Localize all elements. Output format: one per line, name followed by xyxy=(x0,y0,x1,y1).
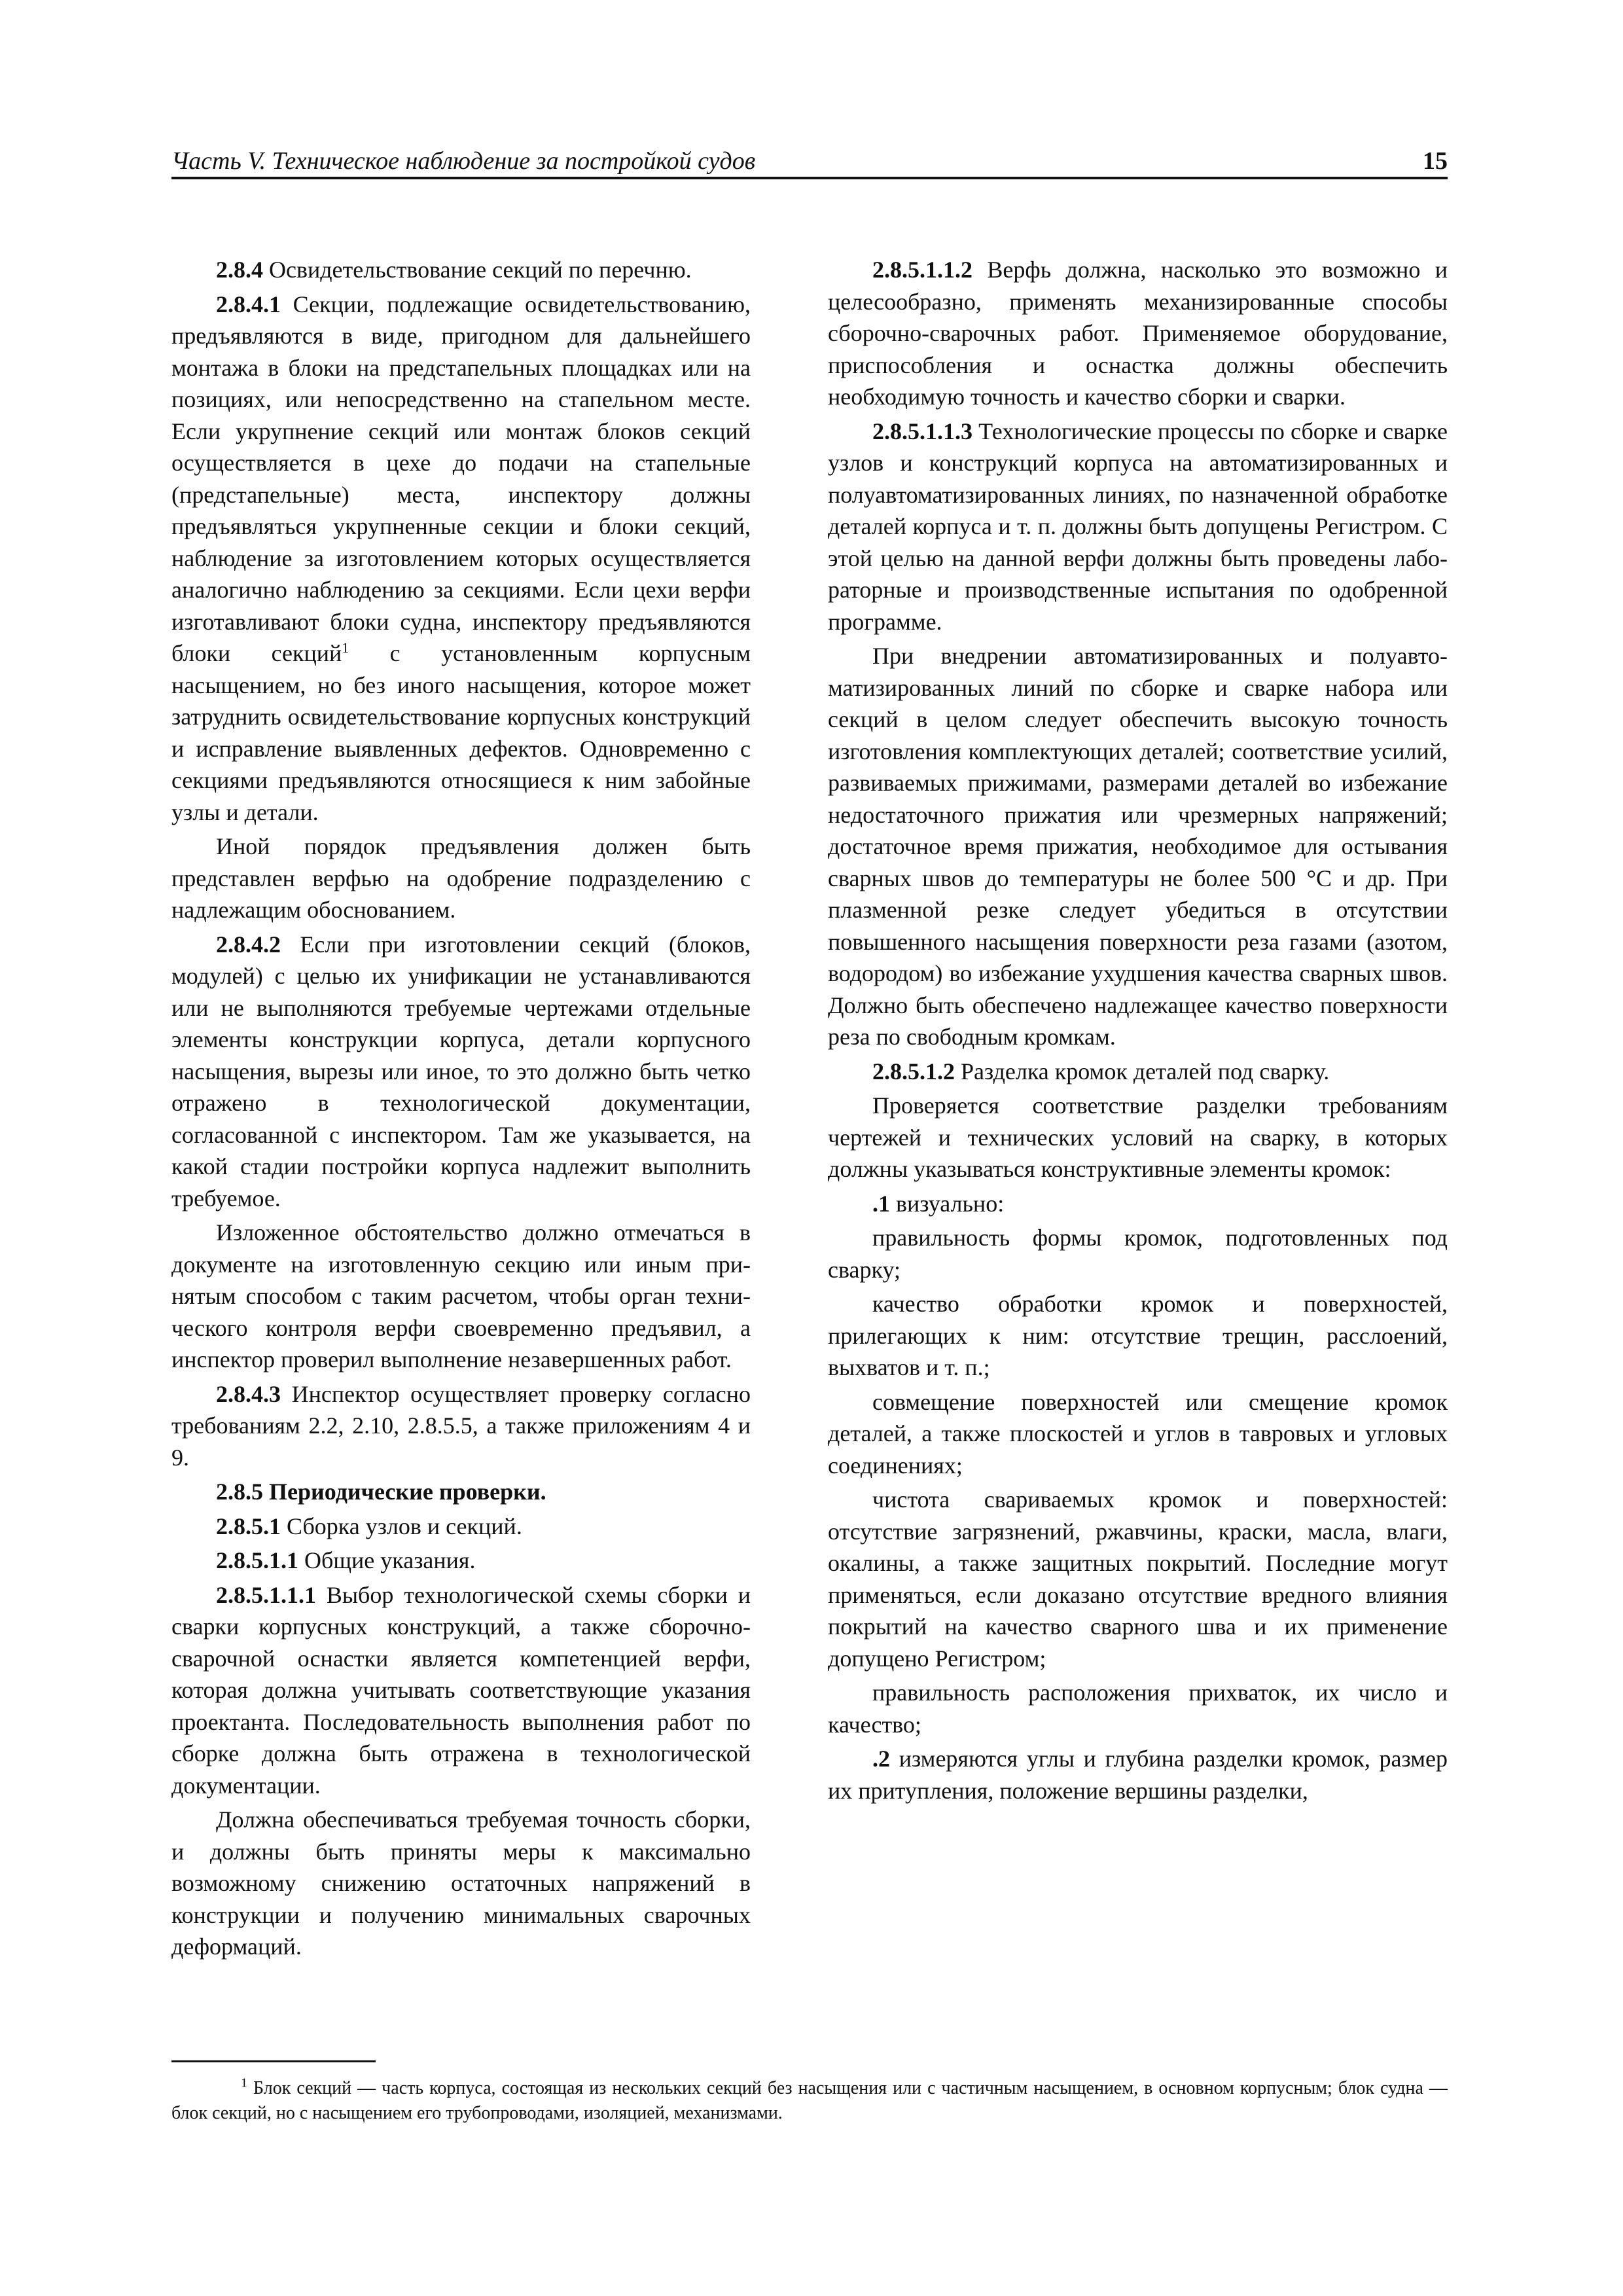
clause-number: 2.8.4.2 xyxy=(216,931,281,958)
paragraph-text: Если при изготовлении секций (блоков, модулей) с целью их унификации не устанавливаются или не выполняются требуемые чертежами отдельные элементы конструкции корпуса, детали корпусного насыщения, вырезы или иное, то это должно быть четко отражено в технологической документации, согласованной с инспектором. Там же указывается, на какой стадии постройки корпуса надлежит выполнить требуемое. xyxy=(171,931,751,1211)
right-column xyxy=(828,254,1448,1809)
paragraph-text: измеряются углы и глубина разделки кромок, размер их притупления, положение вершины разделки, xyxy=(828,1746,1448,1804)
clause-number: 2.8.5 xyxy=(216,1479,263,1505)
paragraph xyxy=(828,1288,1448,1384)
paragraph xyxy=(828,1677,1448,1740)
footnote-mark: 1 xyxy=(241,2075,247,2090)
paragraph-text: Изложенное обстоятельство должно отмечаться в документе на изготовленную секцию или иным принятым способом с таким расчетом, чтобы орган технического контроля верфи своевременно предъявил, а инспектор проверил выполнение незавершенных работ. xyxy=(171,1219,751,1372)
paragraph-text: Проверяется соответствие разделки требованиям чертежей и технических условий на сварку, в которых должны указываться конструктивные элементы кромок: xyxy=(828,1092,1448,1182)
left-column xyxy=(171,254,751,1965)
clause-number: 2.8.4.3 xyxy=(216,1380,281,1407)
clause-number: 2.8.4 xyxy=(216,257,263,283)
paragraph-text: Секции, подлежащие освидетельствованию, предъявляются в виде, пригодном для дальнейшего монтажа в блоки на предстапельных площадках или на позициях, или непосредственно на стапельном месте. Если укрупнение секций или монтаж блоков секций осуществляется в цехе до подачи на стапельные (предстапельные) места, инспектору должны предъявляться укрупненные секции и блоки секций, наблюдение за изготовлением которых осуществляется аналогично наблюдению за секциями. Если цехи верфи изготавливают блоки судна, инспектору предъявляются блоки секций xyxy=(171,291,751,666)
clause-number: .1 xyxy=(872,1190,890,1217)
paragraph-text: Технологические процессы по сборке и сварке узлов и конструкций корпуса на автоматизированных и полуавтоматизированных линиях, по назначенной обработке деталей корпуса и т. п. должны быть допущены Регистром. С этой целью на данной верфи должны быть проведены лабораторные и производственные испытания по одобренной программе. xyxy=(828,418,1448,635)
paragraph xyxy=(171,1378,751,1474)
footnote-reference: 1 xyxy=(342,639,349,656)
paragraph xyxy=(828,1188,1448,1220)
page-header xyxy=(171,143,1448,179)
paragraph xyxy=(171,289,751,829)
paragraph-text: качество обработки кромок и поверхностей, прилегающих к ним: отсутствие трещин, расслоений, выхватов и т. п.; xyxy=(828,1291,1448,1380)
paragraph-text: Выбор технологической схемы сборки и сварки корпусных конструкций, а также сборочносварочной оснастки является компетенцией верфи, которая должна учитывать соответствующие указания проектанта. Последовательность выполнения работ по сборке должна быть отражена в технологической документации. xyxy=(171,1581,751,1799)
clause-number: 2.8.5.1.2 xyxy=(872,1058,955,1085)
header-title: Часть V. Техническое наблюдение за постройкой судов xyxy=(171,147,756,175)
paragraph-text: визуально: xyxy=(890,1190,1005,1217)
page-number: 15 xyxy=(1423,147,1448,175)
paragraph xyxy=(828,1386,1448,1482)
footnote xyxy=(171,2076,1448,2126)
paragraph xyxy=(171,1217,751,1376)
clause-number: 2.8.5.1.1.2 xyxy=(872,257,972,283)
clause-number: .2 xyxy=(872,1746,890,1772)
clause-number: 2.8.5.1 xyxy=(216,1513,281,1539)
header-rule xyxy=(171,177,1448,179)
paragraph xyxy=(171,929,751,1215)
footnote-text: Блок секций — часть корпуса, состоящая из нескольких секций без насыщения или с частичным насыщением, в основном корпусным; блок судна — блок секций, но с насыщением его трубопроводами, изоляцией, механизмами. xyxy=(171,2078,1448,2123)
paragraph xyxy=(828,1222,1448,1285)
paragraph xyxy=(828,254,1448,413)
paragraph xyxy=(171,1545,751,1577)
paragraph xyxy=(828,1484,1448,1674)
paragraph xyxy=(171,831,751,926)
paragraph xyxy=(171,1804,751,1963)
paragraph-text: Общие указания. xyxy=(298,1547,476,1573)
clause-number: 2.8.5.1.1.1 xyxy=(216,1581,316,1608)
clause-number: 2.8.4.1 xyxy=(216,291,281,317)
paragraph-text: Должна обеспечиваться требуемая точность сборки, и должны быть приняты меры к максимально возможному снижению остаточных напряжений в конструкции и получению минимальных сварочных деформаций. xyxy=(171,1806,751,1960)
clause-number: 2.8.5.1.1 xyxy=(216,1547,298,1573)
paragraph xyxy=(828,640,1448,1053)
paragraph-text: правильность расположения прихваток, их число и качество; xyxy=(828,1679,1448,1738)
paragraph-text: Разделка кромок деталей под сварку. xyxy=(955,1058,1330,1085)
paragraph-text: Верфь должна, насколько это возможно и целесообразно, применять механизированные способы сборочно-сварочных работ. Применяемое оборудование, приспособления и оснастка должны обеспечить необходимую точность и качество сборки и сварки. xyxy=(828,257,1448,410)
paragraph xyxy=(828,1743,1448,1806)
paragraph xyxy=(171,1511,751,1543)
paragraph-text: При внедрении автоматизированных и полуавтоматизированных линий по сборке и сварке набора или секций в целом следует обеспечить высокую точность изготовления комплектующих деталей; соответствие усилий, развиваемых прижимами, размерами деталей во избежание недостаточного прижатия или чрезмерных напряжений; достаточное время прижатия, необходимое для остывания сварных швов до температуры не более 500 °С и др. При плазменной резке следует убедиться в отсутствии повышенного насыщения поверхности реза газами (азотом, водородом) во избежание ухудшения качества сварных швов. Должно быть обеспечено надлежащее качество поверхности реза по свободным кромкам. xyxy=(828,643,1448,1050)
clause-number: 2.8.5.1.1.3 xyxy=(872,418,972,444)
paragraph-text: правильность формы кромок, подготовленных под сварку; xyxy=(828,1225,1448,1283)
paragraph xyxy=(171,254,751,286)
footnote-rule xyxy=(171,2060,376,2062)
paragraph-text: Иной порядок предъявления должен быть представлен верфью на одобрение подразделению с надлежащим обоснованием. xyxy=(171,833,751,923)
paragraph xyxy=(171,1476,751,1508)
paragraph xyxy=(828,1090,1448,1185)
paragraph xyxy=(828,416,1448,638)
paragraph-text: Периодические проверки. xyxy=(263,1479,546,1505)
paragraph-text: совмещение поверхностей или смещение кромок деталей, а также плоскостей и углов в тавровых и угловых соединениях; xyxy=(828,1388,1448,1479)
paragraph-text: Инспектор осуществляет проверку согласно требованиям 2.2, 2.10, 2.8.5.5, а также приложениям 4 и 9. xyxy=(171,1380,751,1471)
paragraph-text: Сборка узлов и секций. xyxy=(281,1513,522,1539)
paragraph xyxy=(828,1056,1448,1088)
paragraph xyxy=(171,1579,751,1802)
paragraph-text: чистота свариваемых кромок и поверхностей: отсутствие загрязнений, ржавчины, краски, масла, влаги, окалины, а также защитных покрытий. Последние могут применяться, если доказано отсутствие вредного влияния покрытий на качество сварного шва и их применение допущено Регистром; xyxy=(828,1486,1448,1672)
paragraph-text-continued: с установленным корпусным насыщением, но без иного насыщения, которое может затруднить освидетельствование корпусных конструкций и исправление выявленных дефектов. Одновременно с секциями предъявляются относящиеся к ним забойные узлы и детали. xyxy=(171,640,751,825)
paragraph-text: Освидетельствование секций по перечню. xyxy=(263,257,692,283)
